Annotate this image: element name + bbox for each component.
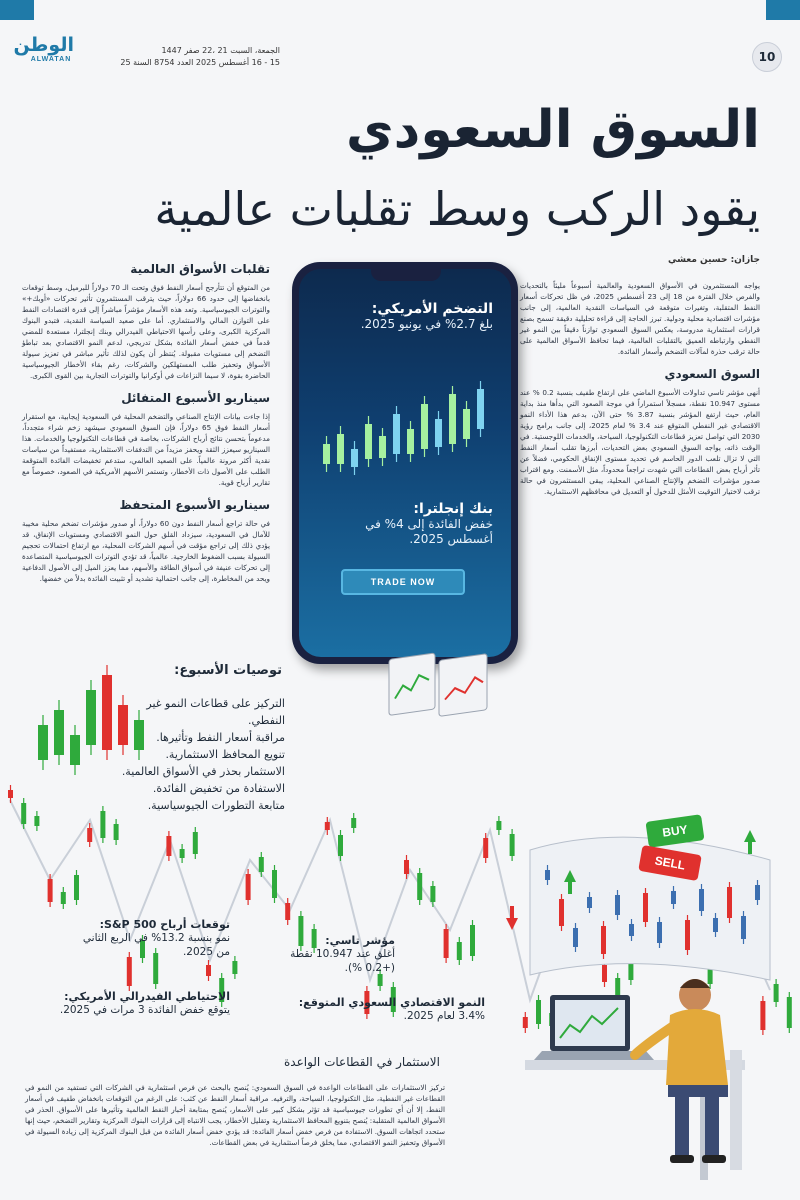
bg-candle bbox=[457, 942, 462, 960]
big-candle bbox=[70, 735, 80, 765]
bg-candle bbox=[444, 929, 449, 958]
growth-title: النمو الاقتصادي السعودي المتوقع: bbox=[298, 996, 485, 1009]
screen-candle bbox=[657, 922, 662, 943]
intro-paragraph: يواجه المستثمرون في الأسواق السعودية والعالمية أسبوعاً مليئاً بالتحديات والفرص خلال الفترة من 18 إلى 23 أغسطس 2025، في ظل تحركات أسعار النفط المتقلبة، وتغيرات متوقعة في السياسات النقدية العالمية، إلى جانب مؤشرات اقتصادية محلية ودولية. تبرز الحاجة إلى قراءة تحليلية دقيقة تسمح بصنع قرارات استثمارية مدروسة، يعكس السوق السعودي توازناً دقيقاً بين النمو غير النفطي وارتباطه العميق بالتقلبات العالمية، فيما تحافظ الأسواق العالمية على حالة ترقب حذرة لمآلات التضخم وأسعار الفائدة. bbox=[520, 281, 760, 356]
screen-candle bbox=[727, 887, 732, 918]
tasi-stat bbox=[285, 934, 395, 975]
screen-candle bbox=[699, 889, 704, 911]
screen-candle bbox=[615, 895, 620, 915]
bg-candle bbox=[74, 875, 79, 900]
byline: جازان: حسين معشي bbox=[667, 255, 760, 265]
buy-tag: BUY bbox=[645, 814, 704, 848]
corner-mark-left bbox=[0, 0, 34, 20]
bg-candle bbox=[48, 879, 53, 902]
bg-candle bbox=[378, 974, 383, 986]
list-item: تنويع المحافظ الاستثمارية. bbox=[165, 748, 285, 761]
up-arrow-icon bbox=[744, 830, 756, 854]
screen-candle bbox=[643, 893, 648, 922]
bg-candle bbox=[246, 874, 251, 900]
screen-candle bbox=[545, 870, 550, 880]
bg-candle bbox=[166, 836, 171, 856]
big-candle bbox=[38, 725, 48, 760]
issue-date-hijri: الجمعة، السبت 21 ،22 صفر 1447 bbox=[161, 46, 280, 55]
list-item: الاستثمار بحذر في الأسواق العالمية. bbox=[121, 765, 285, 778]
us-inflation-box bbox=[323, 301, 493, 332]
phone-candle bbox=[463, 409, 470, 439]
bg-candle bbox=[232, 961, 237, 974]
phone-illustration bbox=[292, 262, 518, 664]
bg-candle bbox=[338, 835, 343, 856]
big-candle bbox=[54, 710, 64, 755]
down-arrow-icon bbox=[506, 906, 518, 930]
growth-stat bbox=[265, 996, 485, 1023]
emerging-sectors-title: الاستثمار في القطاعات الواعدة bbox=[284, 1055, 440, 1069]
optimistic-text: إذا جاءت بيانات الإنتاج الصناعي والتضخم المحلية في السعودية إيجابية، مع استقرار أسعار النفط فوق 65 دولاراً، فإن السوق السعودي سيشهد زخم شراء متجدداً، مدعوماً بتحسن نتائج أرباح الشركات، بخاصة في قطاعات التكنولوجيا والخدمات. هذا السيناريو سيعزز الثقة ويحفز مزيداً من التدفقات الاستثمارية، مستفيداً من سياسات نقدية أكثر مرونة عالمياً. على الصعيد العالمي، ستدعم تخفيضات الفائدة المتوقعة الطلب على الأصول ذات الأخطار، وتستمر الأسهم الأمريكية في الصعود، خصوصاً مع تقارير أرباح قوية. bbox=[22, 412, 270, 487]
list-item: التركيز على قطاعات النمو غير النفطي. bbox=[146, 697, 285, 727]
phone-screen bbox=[299, 269, 511, 657]
recommendations-title: توصيات الأسبوع: bbox=[174, 663, 282, 678]
optimistic-title: سيناريو الأسبوع المتفائل bbox=[121, 391, 270, 405]
corner-mark-right bbox=[766, 0, 800, 20]
boe-text: خفض الفائدة إلى 4% في أغسطس 2025. bbox=[365, 517, 493, 546]
phone-candle bbox=[393, 414, 400, 454]
phone-candle bbox=[407, 429, 414, 454]
tasi-text: أغلق عند 10.947 نقطة (+0.2 %). bbox=[290, 948, 395, 974]
phone-candle bbox=[351, 449, 358, 467]
logo-english: ALWATAN bbox=[30, 56, 72, 63]
screen-candle bbox=[671, 891, 676, 904]
bg-candle bbox=[404, 860, 409, 874]
sp500-stat bbox=[70, 918, 230, 959]
screen-candle bbox=[629, 924, 634, 936]
recommendations-list bbox=[115, 695, 285, 814]
screen-candle bbox=[559, 899, 564, 926]
boe-title: بنك إنجلترا: bbox=[413, 501, 493, 517]
phone-candle bbox=[435, 419, 442, 447]
bg-candle bbox=[61, 892, 66, 904]
bg-candle bbox=[206, 965, 211, 976]
us-inflation-title: التضخم الأمريكي: bbox=[371, 301, 493, 317]
screen-candle bbox=[713, 918, 718, 932]
big-candle bbox=[86, 690, 96, 745]
phone-candle bbox=[449, 394, 456, 444]
phone-candle bbox=[323, 444, 330, 464]
big-candle bbox=[102, 675, 112, 750]
list-item: مراقبة أسعار النفط وتأثيرها. bbox=[156, 731, 285, 744]
list-item: متابعة التطورات الجيوسياسية. bbox=[147, 799, 285, 812]
bg-candle bbox=[351, 818, 356, 828]
screen-candle bbox=[601, 926, 606, 954]
bg-candle bbox=[430, 886, 435, 902]
bg-candle bbox=[114, 824, 119, 840]
cautious-text: في حالة تراجع أسعار النفط دون 60 دولاراً، أو صدور مؤشرات تضخم محلية مخيبة للآمال في السعودية، سيزداد القلق حول النمو الاقتصادي ومستويات الإنفاق، قد يؤدي ذلك إلى تراجع مؤقت في أسهم الشركات المحلية، مع ارتفاع احتمالات تحجيم السيولة بسبب الضغوط الخارجية. عالمياً، قد تؤدي التوترات الجيوسياسية المتصاعدة إلى تحركات عنيفة في أسواق الطاقة والأسهم، مما يعزز الميل إلى الأصول الدفاعية ويحد من المخاطرة، إلى جانب احتمالية تشديد أو تثبيت الفائدة بدلاً من خفضها. bbox=[22, 519, 270, 583]
newspaper-logo bbox=[13, 34, 74, 63]
sp500-title: توقعات أرباح S&P 500: bbox=[99, 918, 230, 931]
boe-box bbox=[323, 501, 493, 547]
us-inflation-text: بلغ 2.7% في يونيو 2025. bbox=[360, 317, 493, 331]
bg-candle bbox=[8, 790, 13, 798]
growth-text: 3.4% لعام 2025. bbox=[403, 1010, 485, 1022]
bg-candle bbox=[180, 849, 185, 858]
screen-candle bbox=[587, 897, 592, 908]
cautious-title: سيناريو الأسبوع المتحفظ bbox=[119, 498, 270, 512]
sell-tag: SELL bbox=[638, 845, 702, 881]
phone-notch bbox=[371, 269, 441, 281]
bg-candle bbox=[34, 816, 39, 826]
global-markets-text: من المتوقع أن تتأرجح أسعار النفط فوق وتحت الـ 70 دولاراً للبرميل، وسط توقعات بانخفاضها إلى حدود 66 دولاراً، حيث يترقب المستثمرون تأثير تحركات «أوبك+» والتوترات الجيوسياسية. وتعد هذه الأسعار مؤشراً مباشراً إلى قدرة اقتصادات النفط على التوازن المالي والاستثماري. أما على صعيد السياسة النقدية، فتبدو البنوك المركزية الكبرى، وعلى رأسها الاحتياطي الفيدرالي وبنك إنجلترا، مستعدة للمضي قدماً في خفض أسعار الفائدة بشكل تدريجي، لدعم النمو الاقتصادي بعد تباطؤ التضخم إلى مستويات مقبولة. يُنتظر أن يكون لذلك تأثير مباشر في تعزيز سيولة الأسواق وتحفيز طلب المستهلكين والشركات، رغم بقاء الأخطار الجيوسياسية الحاضرة بقوة، لا سيما النزاعات في أوكرانيا والتوترات التجارية بين القوى الكبرى. bbox=[22, 283, 270, 380]
bg-candle bbox=[272, 870, 277, 898]
tasi-title: مؤشر تاسي: bbox=[325, 934, 395, 947]
phone-candle bbox=[421, 404, 428, 449]
screen-candle bbox=[755, 885, 760, 900]
saudi-market-text: أنهى مؤشر تاسي تداولات الأسبوع الماضي على ارتفاع طفيف بنسبة 0.2 % عند مستوى 10.947 نقطة، مسجلاً استمراراً في موجة الصعود التي بدأها منذ بداية العام، حيث ارتفع المؤشر بنسبة 3.87 % حتى الآن، بدعم هذا الأداء النمو الاقتصادي غير النفطي المتوقع عند 3.4 % لعام 2025، إلى جانب برامج رؤية 2030 التي تواصل تعزيز قطاعات التكنولوجيا، السياحة، والخدمات اللوجستية. في الوقت ذاته، يواجه السوق السعودي بعض التحديات، أبرزها تقلب أسعار النفط التي لا تزال تلعب الدور الحاسم في تحديد مستوى الإنفاق الحكومي، فضلاً عن تأثر أرباح بعض القطاعات التي شهدت تراجعاً محدوداً، مثل الأسمنت. ومع اقتراب صدور مؤشرات التضخم والإنتاج الصناعي المحلية، يبقى المستثمرون في حالة ترقب لاختيار التوقيت الأمثل للدخول أو التعديل في محافظهم الاستثمارية. bbox=[520, 388, 760, 496]
sp500-text: نمو بنسبة 13.2% في الربع الثاني من 2025. bbox=[82, 932, 230, 958]
fed-stat bbox=[30, 990, 230, 1017]
bg-candle bbox=[21, 803, 26, 824]
bg-candle bbox=[417, 873, 422, 900]
issue-date-gregorian: 15 - 16 أغسطس 2025 العدد 8754 السنة 25 bbox=[120, 58, 280, 67]
phone-candle bbox=[337, 434, 344, 464]
bg-candle bbox=[325, 822, 330, 830]
global-markets-title: تقلبات الأسواق العالمية bbox=[130, 262, 270, 276]
list-item: الاستفادة من تخفيض الفائدة. bbox=[152, 782, 285, 795]
logo-arabic: الوطن bbox=[13, 34, 74, 56]
phone-candle bbox=[477, 389, 484, 429]
screen-candle bbox=[741, 916, 746, 939]
fed-text: يتوقع خفض الفائدة 3 مرات في 2025. bbox=[59, 1004, 230, 1016]
bg-candle bbox=[193, 832, 198, 854]
saudi-market-title: السوق السعودي bbox=[664, 367, 760, 381]
monitor-screens-illustration bbox=[385, 640, 495, 735]
left-column bbox=[22, 262, 270, 584]
screen-candle bbox=[573, 928, 578, 947]
phone-candle bbox=[365, 424, 372, 459]
bg-candle bbox=[87, 828, 92, 842]
bg-candle bbox=[100, 811, 105, 838]
phone-candle bbox=[379, 436, 386, 458]
page-number: 10 bbox=[752, 42, 782, 72]
bg-candle bbox=[127, 957, 132, 986]
emerging-sectors-text: تركيز الاستثمارات على القطاعات الواعدة في السوق السعودي: يُنصح بالبحث عن فرص استثمارية في الشركات التي تستفيد من النمو في القطاعات غير النفطية، مثل التكنولوجيا، السياحة، والترفيه. مراقبة أسعار النفط عن كثب: على الرغم من التوقعات بانخفاض طفيف في أسعار النفط، إلا أن أي تطورات جيوسياسية قد تؤثر بشكل كبير على الأسعار، يُنصح بمتابعة أخبار النفط العالمية وتأثيرها على الأسواق. الحذر في الأسواق العالمية المتقلبة: يُنصح بتنويع المحافظ الاستثمارية وتقليل الأخطار، يجب الانتباه إلى قرارات البنوك المركزية وتقارير التضخم، حيث إنها ستحدد اتجاهات السوق. الاستفادة من فرص خفض أسعار الفائدة: قد يؤدي خفض أسعار الفائدة من قبل البنوك المركزية إلى زيادة السيولة في الأسواق وتحفيز النمو الاقتصادي، مما يخلق فرصاً استثمارية في بعض القطاعات. bbox=[25, 1083, 445, 1147]
right-column bbox=[520, 280, 760, 497]
bg-candle bbox=[259, 857, 264, 872]
trade-now-button[interactable]: TRADE NOW bbox=[341, 569, 465, 595]
screen-candle bbox=[685, 920, 690, 950]
headline-main: السوق السعودي bbox=[345, 100, 760, 160]
trader-illustration bbox=[470, 810, 790, 1190]
issue-info bbox=[80, 45, 280, 69]
bg-candle bbox=[285, 903, 290, 920]
fed-title: الاحتياطي الفيدرالي الأمريكي: bbox=[64, 990, 230, 1003]
headline-sub: يقود الركب وسط تقلبات عالمية bbox=[154, 182, 760, 236]
phone-candle-chart bbox=[313, 374, 497, 494]
